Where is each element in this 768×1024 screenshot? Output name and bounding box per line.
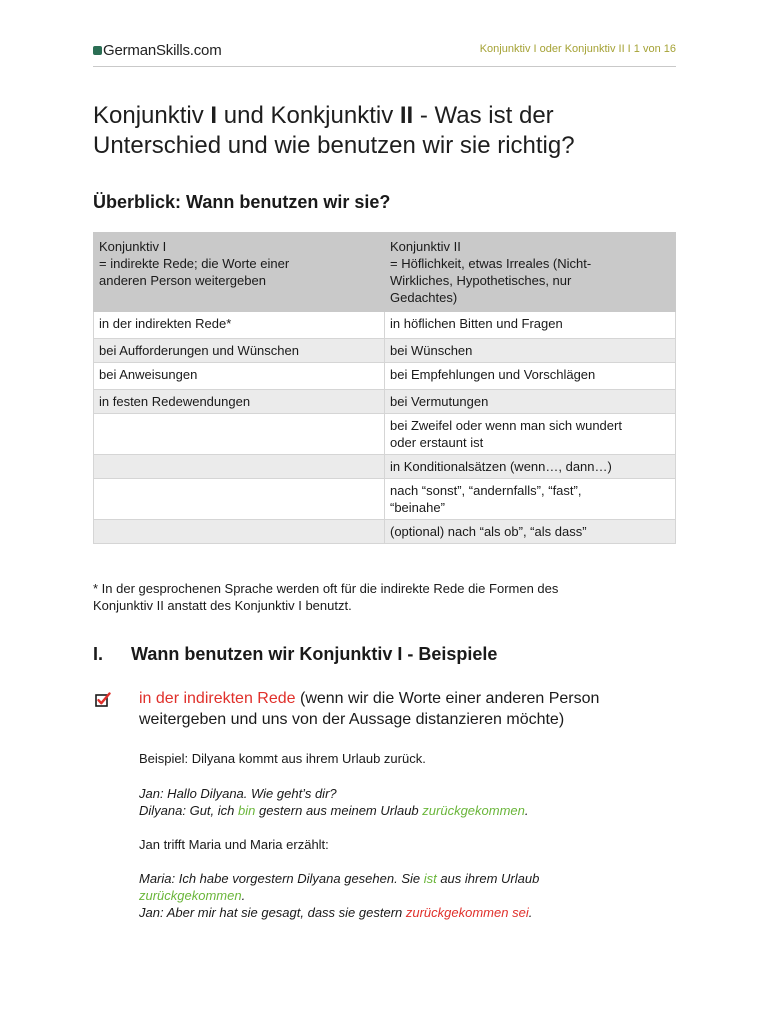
table-cell	[385, 520, 676, 544]
participle-highlight: zurückgekommen	[139, 888, 242, 903]
logo-text: GermanSkills.com	[103, 42, 222, 59]
cell-line: Konjunktiv I	[99, 239, 167, 254]
title-text: Konjunktiv	[93, 102, 211, 129]
dialogue-1	[139, 785, 679, 819]
table-cell	[94, 455, 385, 479]
cell-line: “beinahe”	[390, 500, 445, 515]
table-cell	[385, 455, 676, 479]
overview-table	[93, 232, 676, 544]
cell-line: Wirkliches, Hypothetisches, nur	[390, 273, 572, 288]
table-row	[94, 312, 676, 339]
example-intro-2: Jan trifft Maria und Maria erzählt:	[139, 837, 329, 852]
table-cell	[385, 339, 676, 363]
header-cell-konjunktiv-2	[385, 233, 676, 312]
dialogue-text: .	[241, 888, 246, 903]
cell-line: = Höflichkeit, etwas Irreales (Nicht-	[390, 256, 592, 271]
participle-highlight: zurückgekommen	[422, 803, 525, 818]
table-cell	[94, 312, 385, 339]
cell-line: (optional) nach “als ob”, “als dass”	[390, 524, 587, 539]
table-row	[94, 390, 676, 414]
cell-line: in festen Redewendungen	[99, 394, 251, 409]
table-cell	[94, 520, 385, 544]
cell-line: in höflichen Bitten und Fragen	[390, 316, 563, 331]
table-row	[94, 414, 676, 455]
table-cell	[94, 339, 385, 363]
title-line-2: Unterschied und wie benutzen wir sie richtig?	[93, 132, 575, 159]
cell-line: Konjunktiv II	[390, 239, 461, 254]
cell-line: bei Anweisungen	[99, 367, 198, 382]
overview-heading: Überblick: Wann benutzen wir sie?	[93, 192, 391, 212]
dialogue-text: Jan: Aber mir hat sie gesagt, dass sie gestern	[139, 905, 406, 920]
dialogue-text: aus ihrem Urlaub	[436, 871, 540, 886]
footnote-line: * In der gesprochenen Sprache werden oft für die indirekte Rede die Formen des	[93, 581, 559, 596]
table-header-row	[94, 233, 676, 312]
dialogue-text: Dilyana: Gut, ich	[139, 803, 238, 818]
title-text: und Konkjunktiv	[217, 102, 400, 129]
verb-highlight: ist	[423, 871, 437, 886]
page-title	[93, 101, 693, 161]
konjunktiv-highlight: zurückgekommen sei	[405, 905, 529, 920]
cell-line: in der indirekten Rede*	[99, 316, 232, 331]
dialogue-line-jan: Jan: Hallo Dilyana. Wie geht’s dir?	[139, 786, 337, 801]
header-cell-konjunktiv-1	[94, 233, 385, 312]
dialogue-text: Maria: Ich habe vorgestern Dilyana gesehen. Sie	[139, 871, 424, 886]
table-row	[94, 479, 676, 520]
cell-line: oder erstaunt ist	[390, 435, 484, 450]
dialogue-2	[139, 870, 679, 921]
table-cell	[385, 390, 676, 414]
cell-line: nach “sonst”, “andernfalls”, “fast”,	[390, 483, 582, 498]
cell-line: bei Aufforderungen und Wünschen	[99, 343, 299, 358]
footnote	[93, 580, 673, 614]
table-cell	[94, 479, 385, 520]
table-cell	[385, 363, 676, 390]
logo-mark-icon	[93, 46, 102, 55]
verb-highlight: bin	[238, 803, 256, 818]
page-header	[93, 40, 676, 66]
bullet-text-line-2: weitergeben und uns von der Aussage distanzieren möchte)	[139, 711, 565, 728]
section-heading	[93, 644, 497, 665]
table-cell	[385, 414, 676, 455]
table-row	[94, 363, 676, 390]
cell-line: bei Empfehlungen und Vorschlägen	[390, 367, 596, 382]
title-text: - Was ist der	[413, 102, 554, 129]
section-number: I.	[93, 644, 104, 664]
checkbox-checked-icon	[95, 692, 111, 708]
title-bold-one: I	[210, 102, 218, 129]
cell-line: Gedachtes)	[390, 290, 458, 305]
section-title: Wann benutzen wir Konjunktiv I - Beispiele	[131, 644, 498, 664]
bullet-highlight: in der indirekten Rede	[139, 690, 296, 707]
bullet-text: (wenn wir die Worte einer anderen Person	[295, 690, 600, 707]
header-divider	[93, 66, 676, 67]
dialogue-text: gestern aus meinem Urlaub	[255, 803, 423, 818]
table-cell	[385, 312, 676, 339]
cell-line: bei Vermutungen	[390, 394, 489, 409]
table-cell	[385, 479, 676, 520]
page-info: Konjunktiv I oder Konjunktiv II I 1 von 16	[479, 43, 676, 55]
title-bold-two: II	[399, 102, 414, 129]
cell-line: bei Wünschen	[390, 343, 473, 358]
cell-line: bei Zweifel oder wenn man sich wundert	[390, 418, 622, 433]
table-row	[94, 520, 676, 544]
cell-line: anderen Person weitergeben	[99, 273, 266, 288]
cell-line: = indirekte Rede; die Worte einer	[99, 256, 290, 271]
dialogue-line-dilyana	[139, 802, 679, 819]
table-row	[94, 455, 676, 479]
footnote-line: Konjunktiv II anstatt des Konjunktiv I benutzt.	[93, 598, 352, 613]
bullet-item	[139, 688, 679, 730]
dialogue-text: .	[524, 803, 529, 818]
table-row	[94, 339, 676, 363]
table-cell	[94, 363, 385, 390]
table-cell	[94, 390, 385, 414]
dialogue-text: .	[528, 905, 533, 920]
example-intro: Beispiel: Dilyana kommt aus ihrem Urlaub zurück.	[139, 751, 426, 766]
logo	[93, 42, 222, 59]
table-cell	[94, 414, 385, 455]
cell-line: in Konditionalsätzen (wenn…, dann…)	[390, 459, 612, 474]
